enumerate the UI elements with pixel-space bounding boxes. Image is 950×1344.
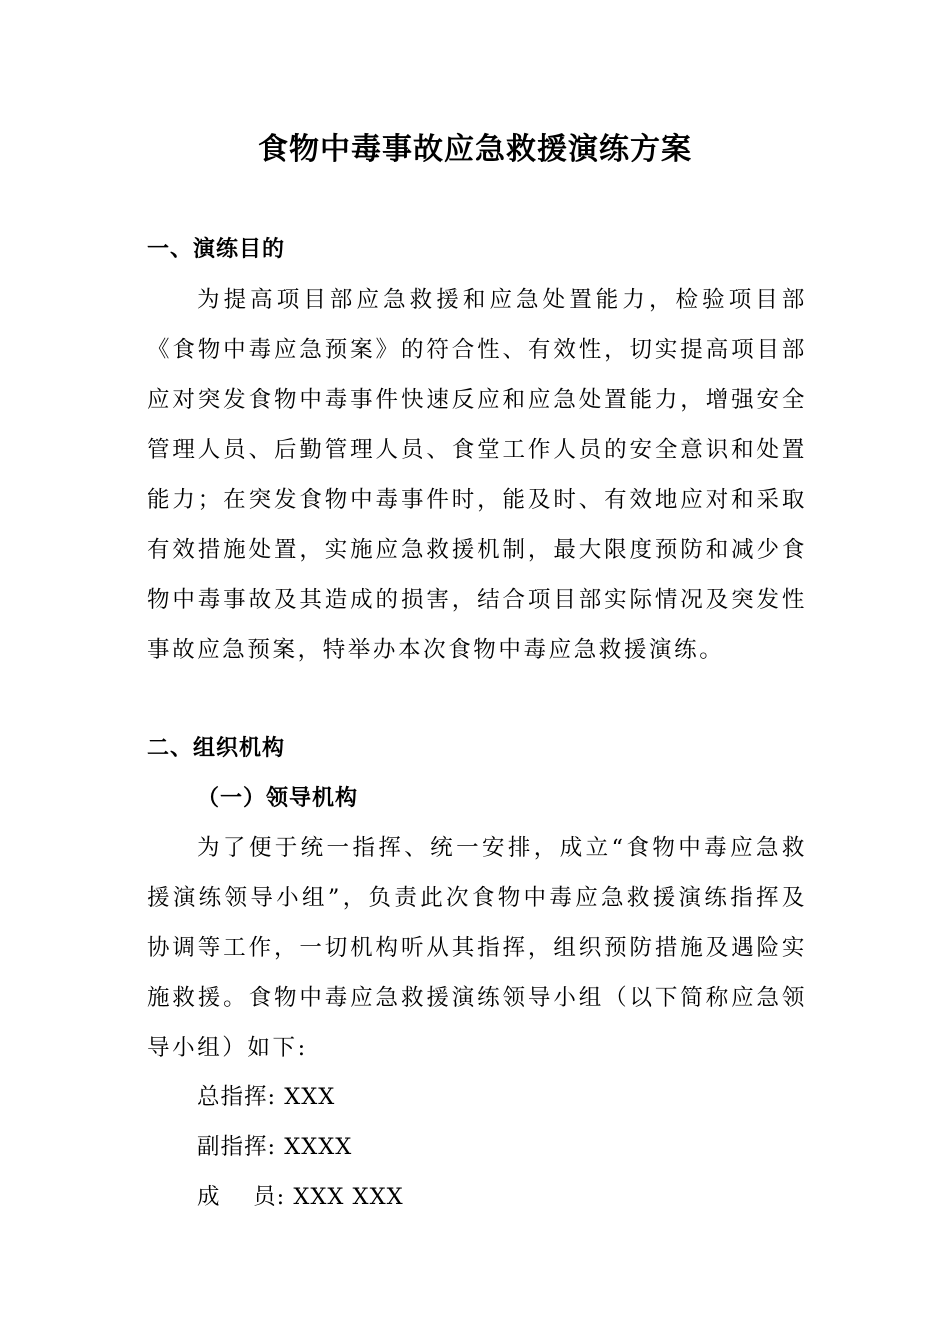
- leadership-paragraph: 为了便于统一指挥、统一安排，成立“食物中毒应急救援演练领导小组”，负责此次食物中毒应急救援演练指挥及协调等工作，一切机构听从其指挥，组织预防措施及遇险实施救援。食物中毒应急救援演练领导小组（以下简称应急领导小组）如下:: [147, 835, 807, 1061]
- subsection-heading-leadership: （一）领导机构: [197, 786, 359, 811]
- member-line-commander: 总指挥: XXX: [197, 1084, 336, 1110]
- section-heading-purpose: 一、演练目的: [147, 237, 286, 262]
- section-heading-organization: 二、组织机构: [147, 736, 286, 761]
- member-line-deputy-commander: 副指挥: XXXX: [197, 1134, 353, 1160]
- member-line-members: 成 员: XXX XXX: [197, 1184, 404, 1210]
- document-title: 食物中毒事故应急救援演练方案: [258, 132, 692, 167]
- purpose-paragraph: 为提高项目部应急救援和应急处置能力，检验项目部《食物中毒应急预案》的符合性、有效性，切实提高项目部应对突发食物中毒事件快速反应和应急处置能力，增强安全管理人员、后勤管理人员、食堂工作人员的安全意识和处置能力；在突发食物中毒事件时，能及时、有效地应对和采取有效措施处置，实施应急救援机制，最大限度预防和减少食物中毒事故及其造成的损害，结合项目部实际情况及突发性事故应急预案，特举办本次食物中毒应急救援演练。: [147, 287, 807, 663]
